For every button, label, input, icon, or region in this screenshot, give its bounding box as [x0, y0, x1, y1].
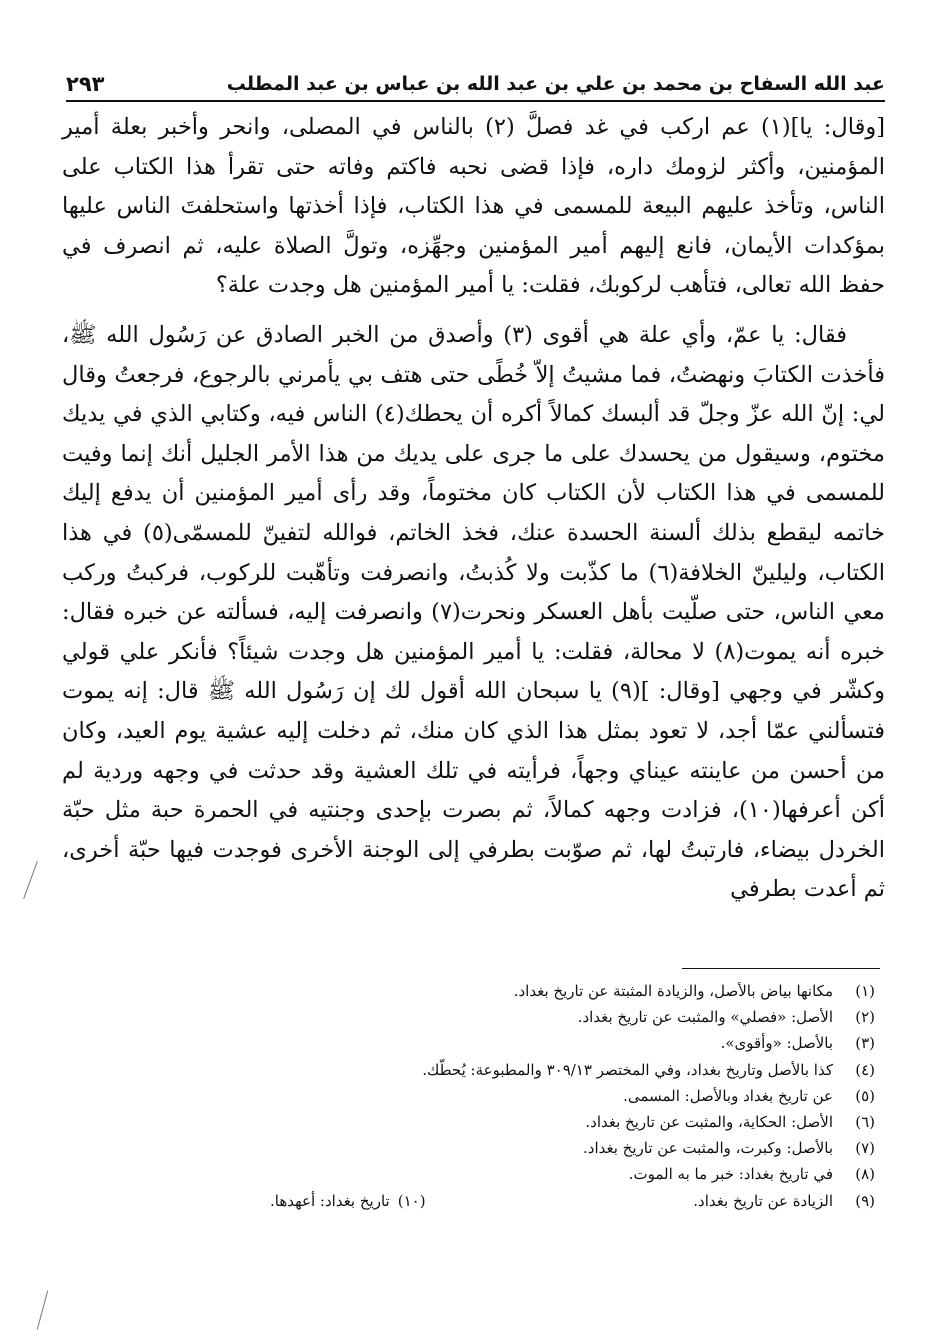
- main-text: [62, 108, 885, 910]
- footnote-number: (٧): [855, 1139, 875, 1158]
- running-header: [66, 56, 885, 102]
- footnote-item: [90, 978, 875, 1004]
- footnote-separator: [682, 968, 880, 969]
- footnote-item: [270, 1188, 426, 1214]
- footnote-row: [90, 1188, 875, 1214]
- footnote-number: (٨): [855, 1165, 875, 1184]
- footnote-text: الأصل: الحكاية، والمثبت عن تاريخ بغداد.: [585, 1113, 833, 1132]
- footnote-text: تاريخ بغداد: أعهدها.: [270, 1191, 390, 1210]
- footnote-text: مكانها بياض بالأصل، والزيادة المثبتة عن تاريخ بغداد.: [513, 982, 833, 1000]
- footnote-item: [90, 1004, 875, 1030]
- paragraph: [وقال: يا](١) عم اركب في غد فصلَّ (٢) بالناس في المصلى، وانحر وأخبر بعلة أمير المؤمنين، وأكثر لزومك داره، فإذا قضى نحبه فاكتم وفاته حتى تقرأ هذا الكتاب على الناس، وتأخذ عليهم البيعة للمسمى في هذا الكتاب، فإذا أخذتها واستحلفتَ الناس عليها بمؤكدات الأيمان، فانع إليهم أمير المؤمنين وجهِّزه، وتولَّ الصلاة عليه، ثم انصرف في حفظ الله تعالى، فتأهب لركوبك، فقلت: يا أمير المؤمنين هل وجدت علة؟: [62, 114, 885, 299]
- footnote-text: الزيادة عن تاريخ بغداد.: [693, 1191, 833, 1210]
- footnote-text: الأصل: «فصلي» والمثبت عن تاريخ بغداد.: [577, 1008, 833, 1027]
- footnote-item: [90, 1135, 875, 1161]
- running-title: عبد الله السفاح بن محمد بن علي بن عبد الله بن عباس بن عبد المطلب: [226, 73, 885, 95]
- page-number: ٢٩٣: [66, 72, 105, 96]
- footnote-number: (٢): [855, 1008, 875, 1027]
- footnote-number: (١٠): [397, 1191, 426, 1210]
- footnote-text: عن تاريخ بغداد وبالأصل: المسمى.: [623, 1086, 833, 1105]
- footnote-item: [90, 1030, 875, 1056]
- footnote-item: [90, 1109, 875, 1135]
- footnote-number: (٦): [855, 1113, 875, 1132]
- footnote-item: [693, 1188, 875, 1214]
- footnote-text: بالأصل: وكبرت، والمثبت عن تاريخ بغداد.: [583, 1139, 833, 1158]
- footnote-text: بالأصل: «وأقوى».: [720, 1034, 833, 1053]
- footnote-item: [90, 1083, 875, 1109]
- footnote-text: في تاريخ بغداد: خبر ما به الموت.: [628, 1165, 833, 1184]
- footnote-number: (١): [855, 982, 875, 1000]
- footnote-number: (٥): [855, 1086, 875, 1105]
- paragraph: فقال: يا عمّ، وأي علة هي أقوى (٣) وأصدق من الخبر الصادق عن رَسُول الله ﷺ، فأخذت الكتابَ ونهضتُ، فما مشيتُ إلاّ خُطًى حتى هتف بي يأمرني بالرجوع، فرجعتُ وقال لي: إنّ الله عزّ وجلّ قد ألبسك كمالاً أكره أن يحطك(٤) الناس فيه، وكتابي الذي في يديك مختوم، وسيقول من يحسدك على ما جرى على يديك من هذا الأمر الجليل أنك إنما وفيت للمسمى في هذا الكتاب لأن الكتاب كان مختوماً، وقد رأى أمير المؤمنين أن يدفع إليك خاتمه ليقطع بذلك ألسنة الحسدة عنك، فخذ الخاتم، فوالله لتفينّ للمسمّى(٥) في هذا الكتاب، وليلينّ الخلافة(٦) ما كذّبت ولا كُذبتُ، وانصرفت وتأهّبت للركوب، فركبتُ وركب معي الناس، حتى صلّيت بأهل العسكر ونحرت(٧) وانصرفت إليه، فسألته عن خبره فقال: خبره أنه يموت(٨) لا محالة، فقلت: يا أمير المؤمنين هل وجدت شيئاً؟ فأنكر علي قولي وكشّر في وجهي [وقال: ](٩) يا سبحان الله أقول لك إن رَسُول الله ﷺ قال: إنه يموت فتسألني عمّا أجد، لا تعود بمثل هذا الذي كان منك، ثم دخلت إليه عشية يوم العيد، وكان من أحسن من عاينته عيناي وجهاً، فرأيته في تلك العشية وقد حدثت في وجهه وردية لم أكن أعرفها(١٠)، فزادت وجهه كمالاً، ثم بصرت بإحدى وجنتيه في الحمرة حبة مثل حبّة الخردل بيضاء، فارتبتُ لها، ثم صوّبت بطرفي إلى الوجنة الأخرى فوجدت فيها حبّة أخرى، ثم أعدت بطرفي: [62, 321, 885, 903]
- footnote-number: (٤): [855, 1060, 875, 1079]
- footnote-number: (٣): [855, 1034, 875, 1053]
- footnote-text: كذا بالأصل وتاريخ بغداد، وفي المختصر ٣٠٩/١٣ والمطبوعة: يُحطّك.: [422, 1060, 833, 1079]
- footnote-item: [90, 1161, 875, 1187]
- footnote-number: (٩): [855, 1191, 875, 1210]
- scan-margin-mark: [23, 861, 38, 899]
- scan-margin-mark: [37, 1291, 48, 1330]
- footnotes: [90, 978, 875, 1214]
- footnote-item: [90, 1057, 875, 1083]
